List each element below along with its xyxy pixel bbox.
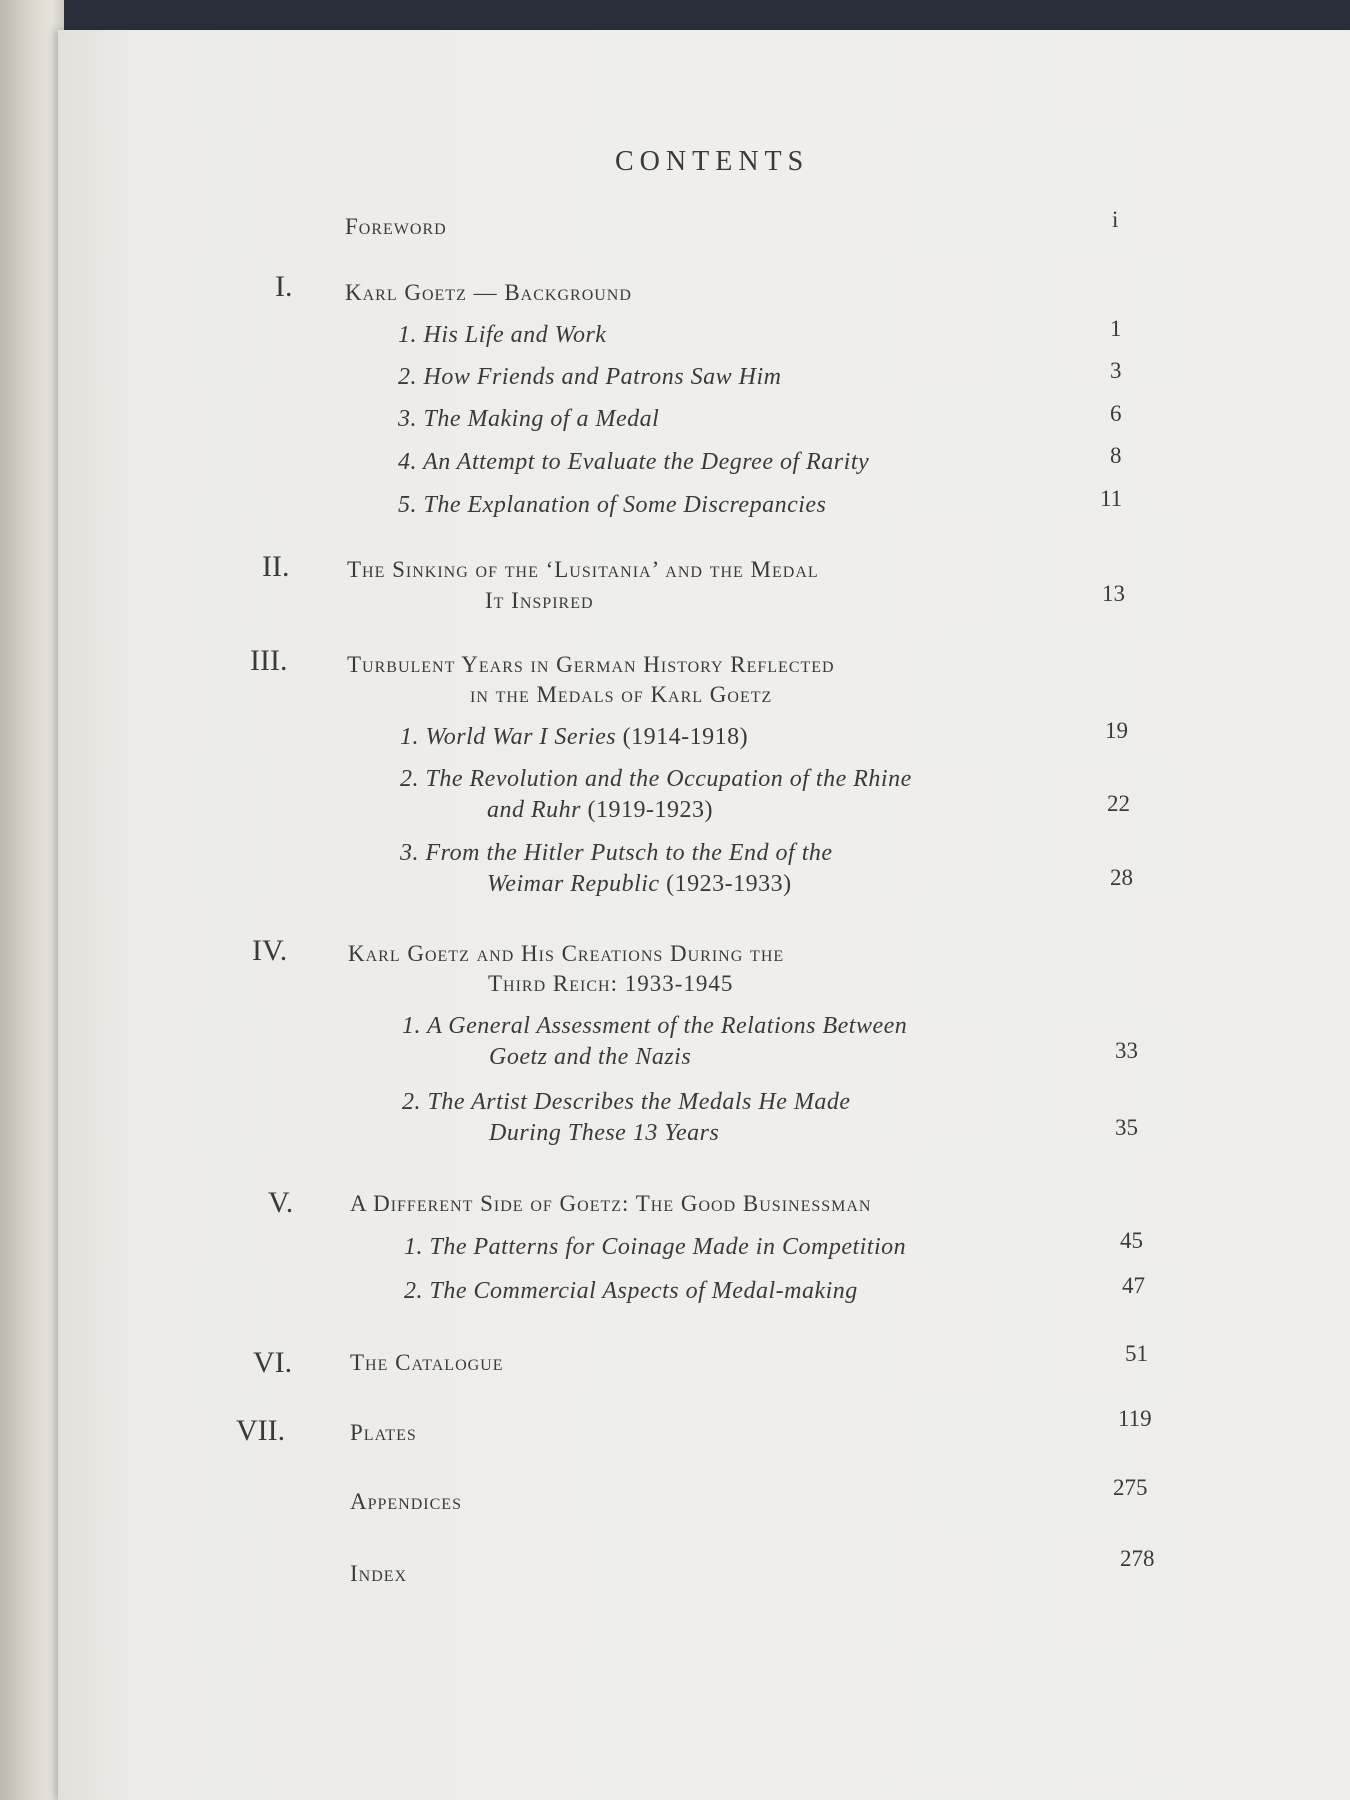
section-entry: 1. His Life and Work	[398, 322, 607, 348]
section-entry: 1. The Patterns for Coinage Made in Competition	[404, 1234, 907, 1260]
book-page	[58, 30, 1350, 1800]
section-entry-continued: and Ruhr (1919-1923)	[487, 797, 713, 823]
chapter-title-continued: Third Reich: 1933-1945	[488, 971, 734, 996]
section-entry: 1. World War I Series (1914-1918)	[400, 724, 749, 750]
chapter-numeral: IV.	[252, 934, 288, 967]
foreword-page: i	[1112, 207, 1119, 232]
section-page: 6	[1110, 401, 1122, 426]
section-entry: 2. How Friends and Patrons Saw Him	[398, 364, 782, 390]
chapter-title: The Catalogue	[350, 1350, 504, 1375]
section-page: 19	[1105, 718, 1128, 743]
chapter-numeral: VII.	[236, 1414, 286, 1447]
appendices-page: 275	[1113, 1475, 1148, 1500]
section-entry: 1. A General Assessment of the Relations Between	[402, 1013, 908, 1039]
chapter-numeral: II.	[262, 550, 290, 583]
chapter-numeral: III.	[250, 644, 288, 677]
section-entry: 3. The Making of a Medal	[398, 406, 660, 432]
chapter-page: 119	[1118, 1406, 1152, 1431]
chapter-title: The Sinking of the ‘Lusitania’ and the Medal	[347, 557, 819, 582]
section-page: 33	[1115, 1038, 1138, 1063]
section-page: 35	[1115, 1115, 1138, 1140]
section-page: 1	[1110, 316, 1122, 341]
section-entry-continued: Goetz and the Nazis	[489, 1044, 692, 1070]
section-entry: 2. The Revolution and the Occupation of the Rhine	[400, 766, 912, 792]
section-page: 11	[1100, 486, 1123, 511]
section-page: 47	[1122, 1273, 1145, 1298]
section-entry: 3. From the Hitler Putsch to the End of the	[400, 840, 833, 866]
section-page: 45	[1120, 1228, 1143, 1253]
chapter-numeral: V.	[268, 1186, 294, 1219]
section-page: 3	[1110, 358, 1122, 383]
section-page: 8	[1110, 443, 1122, 468]
section-entry-continued: Weimar Republic (1923-1933)	[487, 871, 792, 897]
chapter-page: 13	[1102, 581, 1125, 606]
chapter-page: 51	[1125, 1341, 1148, 1366]
section-entry-continued: During These 13 Years	[489, 1120, 720, 1146]
chapter-title: A Different Side of Goetz: The Good Businessman	[350, 1191, 872, 1216]
section-entry: 5. The Explanation of Some Discrepancies	[398, 492, 827, 518]
chapter-title: Karl Goetz — Background	[345, 280, 632, 305]
foreword-label: Foreword	[345, 214, 447, 239]
chapter-numeral: VI.	[253, 1346, 293, 1379]
chapter-title-continued: in the Medals of Karl Goetz	[470, 682, 773, 707]
section-page: 28	[1110, 865, 1133, 890]
section-entry: 4. An Attempt to Evaluate the Degree of Rarity	[398, 449, 870, 475]
chapter-title-continued: It Inspired	[485, 588, 594, 613]
book-spine	[0, 0, 64, 1800]
chapter-title: Karl Goetz and His Creations During the	[348, 941, 785, 966]
chapter-title: Turbulent Years in German History Reflected	[347, 652, 835, 677]
section-page: 22	[1107, 791, 1130, 816]
chapter-title: Plates	[350, 1420, 417, 1445]
index-label: Index	[350, 1561, 408, 1586]
chapter-numeral: I.	[275, 270, 293, 303]
appendices-label: Appendices	[350, 1489, 462, 1514]
section-entry: 2. The Artist Describes the Medals He Made	[402, 1089, 851, 1115]
index-page: 278	[1120, 1546, 1155, 1571]
page-title: CONTENTS	[615, 146, 810, 177]
section-entry: 2. The Commercial Aspects of Medal-making	[404, 1278, 858, 1304]
